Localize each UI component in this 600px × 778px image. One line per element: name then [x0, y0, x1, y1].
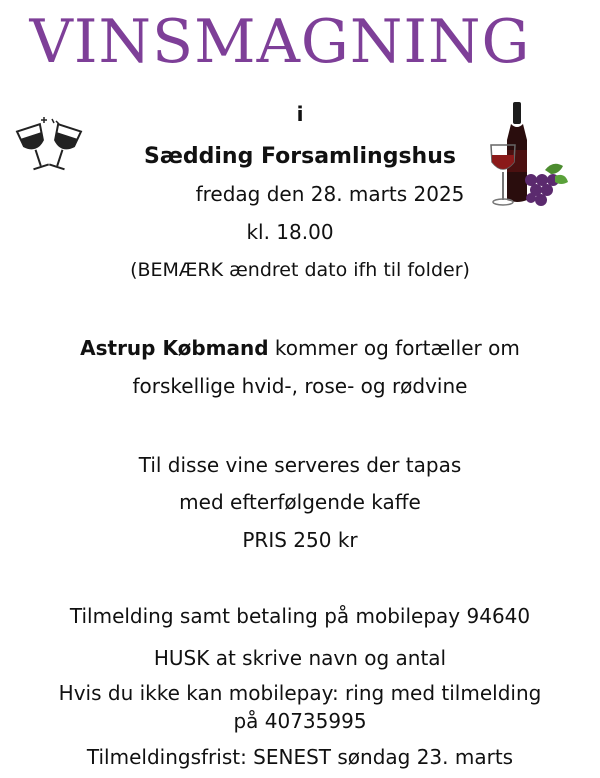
registration-line-4: på 40735995: [233, 709, 367, 733]
event-date: fredag den 28. marts 2025: [195, 182, 465, 206]
event-preposition: i: [296, 102, 304, 126]
food-line-1: Til disse vine serveres der tapas: [138, 453, 462, 477]
registration-line-2: HUSK at skrive navn og antal: [153, 646, 447, 670]
description-line-1-rest: kommer og fortæller om: [268, 336, 520, 360]
registration-line-1: Tilmelding samt betaling på mobilepay 94640: [69, 604, 531, 628]
event-time: kl. 18.00: [246, 220, 334, 244]
price: PRIS 250 kr: [242, 528, 358, 552]
event-venue: Sædding Forsamlingshus: [144, 144, 456, 169]
registration-line-3: Hvis du ikke kan mobilepay: ring med tilmelding: [58, 681, 542, 705]
poster-title: VINSMAGNING: [29, 7, 531, 77]
description-line-1: [0, 338, 600, 358]
host-name: Astrup Købmand: [80, 336, 269, 360]
registration-deadline: Tilmeldingsfrist: SENEST søndag 23. marts: [86, 745, 514, 769]
food-line-2: med efterfølgende kaffe: [179, 490, 421, 514]
description-line-2: forskellige hvid-, rose- og rødvine: [132, 374, 468, 398]
event-note: (BEMÆRK ændret dato ifh til folder): [130, 259, 470, 281]
